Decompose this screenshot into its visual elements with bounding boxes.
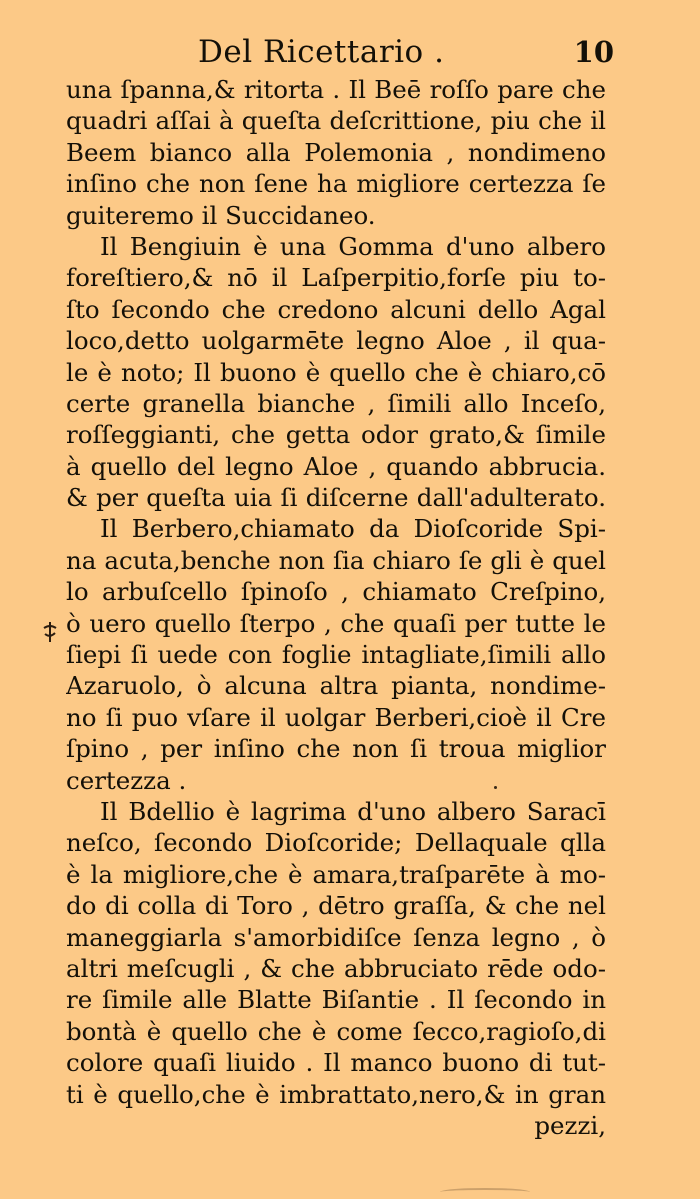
text-line: le è noto; Il buono è quello che è chiaro,cō: [66, 357, 606, 387]
text-line: guiteremo il Succidaneo.: [66, 200, 376, 230]
text-line: loco,detto uolgarmēte legno Aloe , il qua-: [66, 326, 606, 356]
catchword: pezzi,: [534, 1110, 606, 1140]
paragraph-start: Il Berbero,chiamato da Dioſcoride Spi-: [100, 514, 606, 544]
text-line: Azaruolo, ò alcuna altra pianta, nondime-: [66, 671, 606, 701]
page-edge-shadow: [440, 1188, 530, 1196]
text-line: Beem bianco alla Polemonia , nondimeno: [66, 137, 606, 167]
text-line: è la migliore,che è amara,traſparēte à mo-: [66, 859, 606, 889]
page-number: 10: [573, 35, 614, 69]
text-line: bontà è quello che è come ſecco,ragioſo,di: [66, 1016, 606, 1046]
body-text: [66, 74, 606, 1141]
text-line: quadri aſſai à queſta deſcrittione, piu che il: [66, 106, 606, 136]
marginal-mark-icon: [40, 620, 60, 644]
text-line: colore quaſi liuido . Il manco buono di tut-: [66, 1048, 606, 1078]
paragraph-start: Il Bengiuin è una Gomma d'uno albero: [100, 231, 606, 261]
page-header: [68, 30, 614, 74]
text-line: una ſpanna,& ritorta . Il Beē roſſo pare che: [66, 75, 606, 104]
text-line: ſto ſecondo che credono alcuni dello Agal: [66, 294, 606, 324]
text-line: certezza .: [66, 765, 187, 795]
ink-speck: [494, 786, 497, 789]
text-line: à quello del legno Aloe , quando abbrucia.: [66, 451, 606, 481]
text-line: foreſtiero,& nō il Laſperpitio,forſe piu to-: [66, 263, 606, 293]
paragraph-start: Il Bdellio è lagrima d'uno albero Saracī: [100, 796, 606, 826]
text-line: inſino che non ſene ha migliore certezza ſe: [66, 169, 606, 199]
text-line: & per queſta uia ſi diſcerne dall'adulterato.: [66, 483, 606, 513]
text-line: maneggiarla s'amorbidiſce ſenza legno , ò: [66, 922, 606, 952]
text-line: do di colla di Toro , dētro graſſa, & che nel: [66, 891, 606, 921]
text-line: re ſimile alle Blatte Biſantie . Il ſecondo in: [66, 985, 606, 1015]
text-line: no ſi puo vſare il uolgar Berberi,cioè il Cre: [66, 702, 606, 732]
text-line: lo arbuſcello ſpinoſo , chiamato Creſpino,: [66, 577, 606, 607]
text-line: ti è quello,che è imbrattato,nero,& in gran: [66, 1079, 606, 1109]
text-line: neſco, ſecondo Dioſcoride; Dellaquale qlla: [66, 828, 606, 858]
text-line: na acuta,benche non ſia chiaro ſe gli è quel: [66, 545, 606, 575]
text-line: ſpino , per inſino che non ſi troua miglior: [66, 734, 606, 764]
text-line: altri meſcugli , & che abbruciato rēde odo-: [66, 953, 606, 983]
running-title: Del Ricettario .: [198, 34, 445, 70]
text-line: ſiepi ſi uede con foglie intagliate,ſimili allo: [66, 640, 606, 670]
text-line: roſſeggianti, che getta odor grato,& ſimile: [66, 420, 606, 450]
text-line: ò uero quello ſterpo , che quaſi per tutte le: [66, 608, 606, 638]
text-line: certe granella bianche , ſimili allo Inceſo,: [66, 388, 606, 418]
